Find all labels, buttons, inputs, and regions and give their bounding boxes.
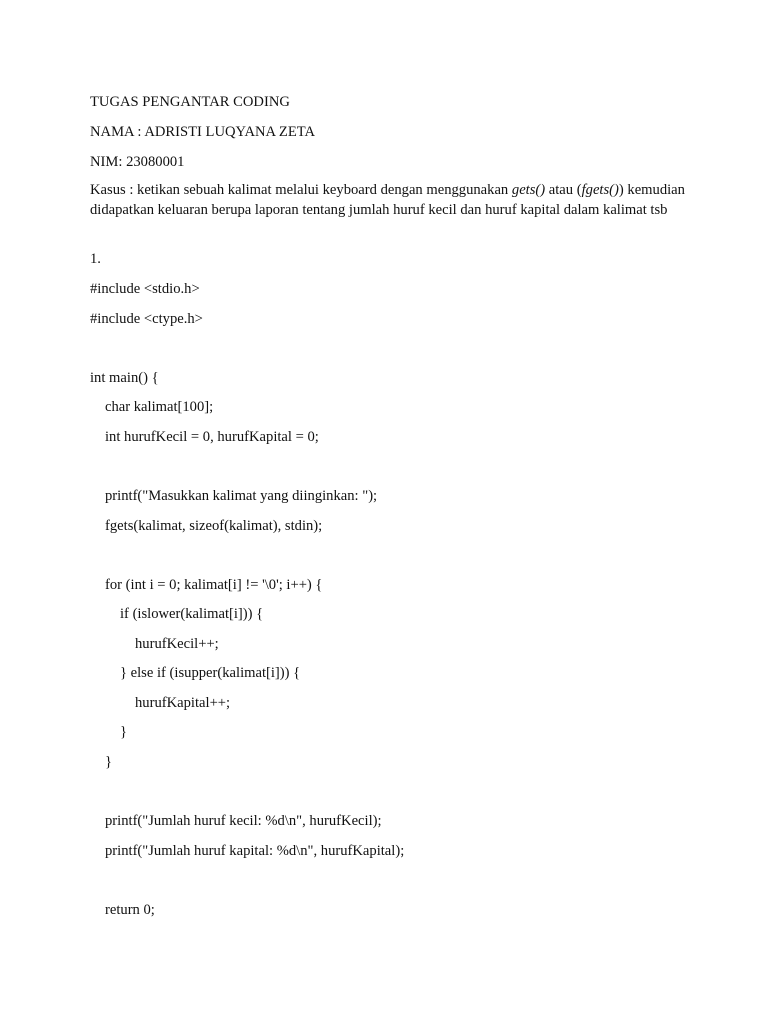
item-number: 1. xyxy=(90,251,101,267)
case-description xyxy=(90,181,690,220)
case-text-1: Kasus : ketikan sebuah kalimat melalui keyboard dengan menggunakan xyxy=(90,182,512,198)
code-line: #include <ctype.h> xyxy=(90,311,203,327)
code-line: for (int i = 0; kalimat[i] != '\0'; i++) { xyxy=(105,577,323,593)
code-line: char kalimat[100]; xyxy=(105,399,214,415)
student-name: NAMA : ADRISTI LUQYANA ZETA xyxy=(90,124,316,140)
case-text-3: ) kemudian didapatkan keluaran berupa laporan tentang jumlah huruf kecil dan huruf kapital dalam kalimat tsb xyxy=(90,182,685,218)
case-text-2: atau ( xyxy=(545,182,582,198)
code-line: int hurufKecil = 0, hurufKapital = 0; xyxy=(105,429,319,445)
code-line: printf("Masukkan kalimat yang diinginkan: "); xyxy=(105,488,378,504)
code-line: } xyxy=(120,724,128,740)
code-line: hurufKecil++; xyxy=(135,636,219,652)
code-line: } xyxy=(105,754,113,770)
case-fgets: fgets() xyxy=(581,182,619,198)
case-gets: gets() xyxy=(511,182,546,198)
code-line: } else if (isupper(kalimat[i])) { xyxy=(120,665,301,681)
code-line: fgets(kalimat, sizeof(kalimat), stdin); xyxy=(105,518,323,534)
code-line: #include <stdio.h> xyxy=(90,281,200,297)
code-line: hurufKapital++; xyxy=(135,695,231,711)
code-line: if (islower(kalimat[i])) { xyxy=(120,606,264,622)
student-nim: NIM: 23080001 xyxy=(90,154,185,170)
code-line: int main() { xyxy=(90,370,159,386)
code-line: return 0; xyxy=(105,902,155,918)
code-line: printf("Jumlah huruf kecil: %d\n", hurufKecil); xyxy=(105,813,382,829)
doc-title: TUGAS PENGANTAR CODING xyxy=(90,94,290,110)
code-line: printf("Jumlah huruf kapital: %d\n", hurufKapital); xyxy=(105,843,405,859)
